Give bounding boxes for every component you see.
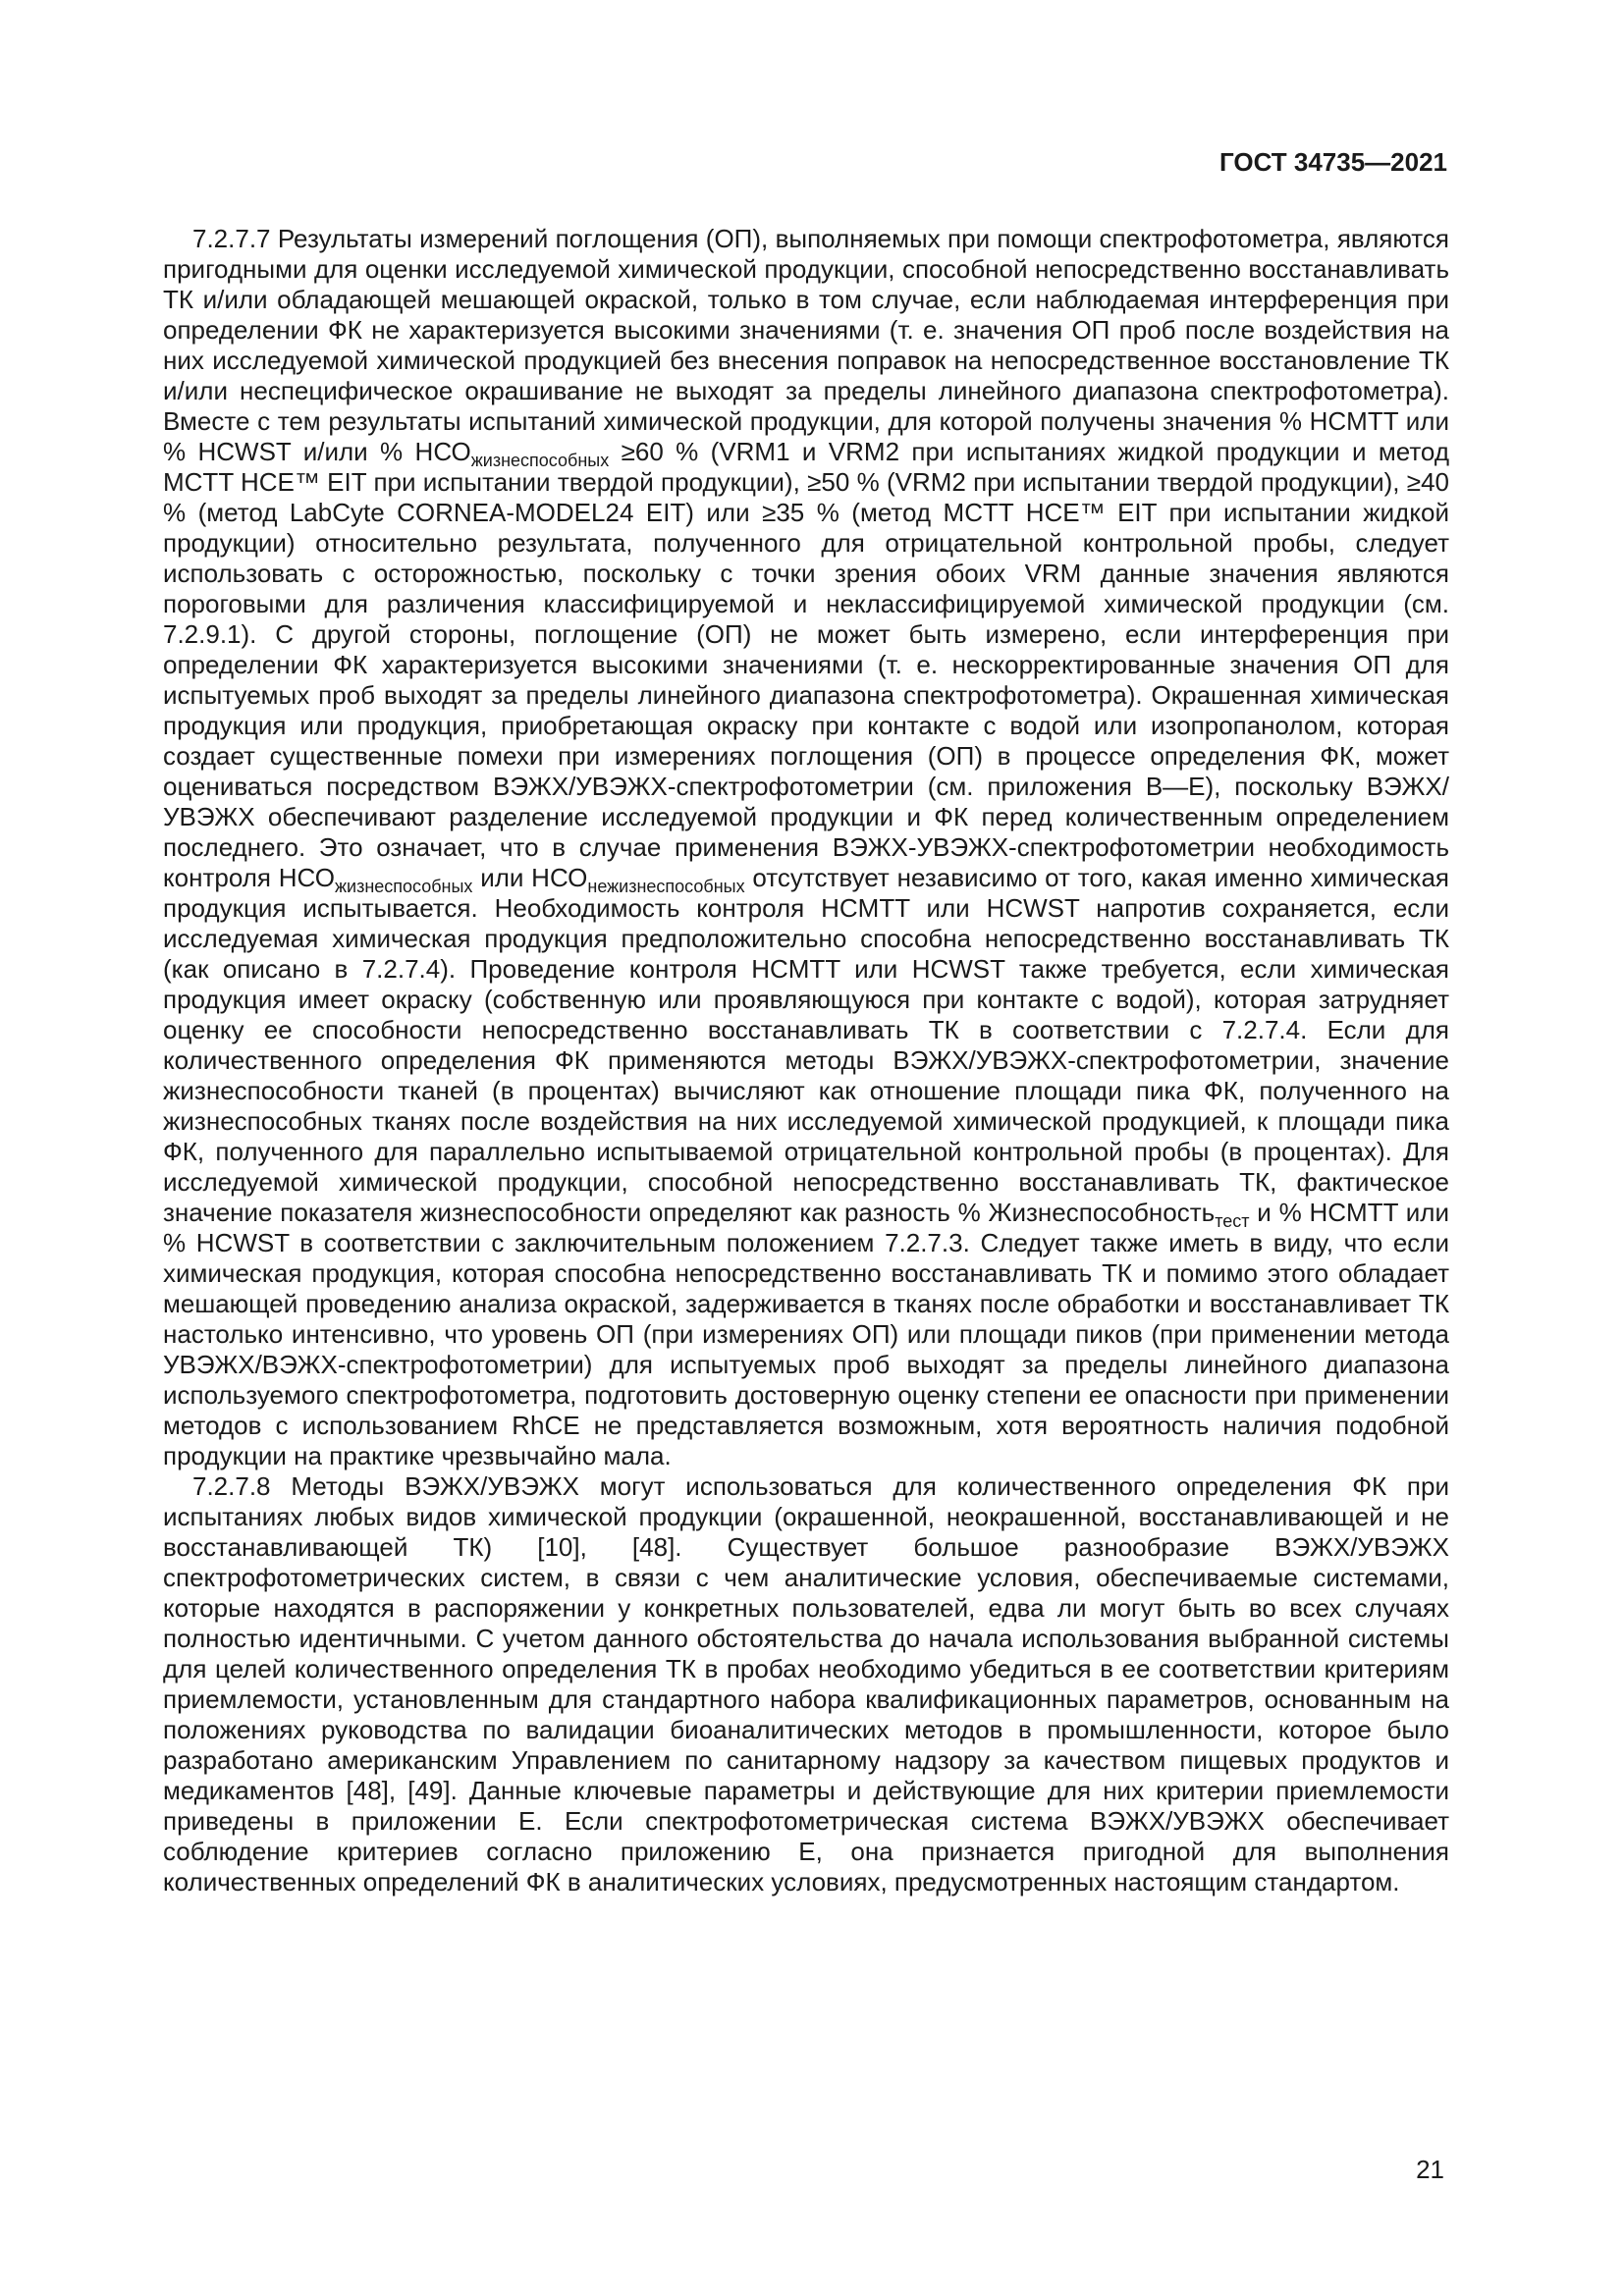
subscript-text: жизнеспособных	[334, 877, 473, 896]
subscript-text: жизнеспособных	[470, 451, 610, 470]
paragraph-7-2-7-8	[163, 1471, 1449, 1897]
paragraph-text: отсутствует независимо от того, какая именно химическая продукция испытывается. Необходимость контроля HCMTT или HCWST напротив сохраняется, если исследуемая химическая продукция предположительно способна непосредственно восстанавливать ТК (как описано в 7.2.7.4). Проведение контроля HCMTT или HCWST также требуется, если химическая продукция имеет окраску (собственную или проявляющуюся при контакте с водой), которая затрудняет оценку ее способности непосредственно восстанавливать ТК в соответствии с 7.2.7.4. Если для количественного определения ФК применяются методы ВЭЖХ/УВЭЖХ-спектрофотометрии, значение жизнеспособности тканей (в процентах) вычисляют как отношение площади пика ФК, полученного на жизнеспособных тканях после воздействия на них исследуемой химической продукцией, к площади пика ФК, полученного для параллельно испытываемой отрицательной контрольной пробы (в процентах). Для исследуемой химической продукции, способной непосредственно восстанавливать ТК, фактическое значение показателя жизнеспособности определяют как разность % Жизнеспособность	[163, 863, 1450, 1227]
paragraph-7-2-7-7	[163, 224, 1449, 1471]
paragraph-text: ≥60 % (VRM1 и VRM2 при испытаниях жидкой продукции и метод MCTT HCE™ EIT при испытании твердой продукции), ≥50 % (VRM2 при испытании твердой продукции), ≥40 % (метод LabCyte CORNEA-MODEL24 EIT) или ≥35 % (метод MCTT HCE™ EIT при испытании жидкой продукции) относительно результата, полученного для отрицательной контрольной пробы, следует использовать с осторожностью, поскольку с точки зрения обоих VRM данные значения являются пороговыми для различения классифицируемой и неклассифицируемой химической продукции (см. 7.2.9.1). С другой стороны, поглощение (ОП) не может быть измерено, если интерференция при определении ФК характеризуется высокими значениями (т. е. нескорректированные значения ОП для испытуемых проб выходят за пределы линейного диапазона спектрофотометра). Окрашенная химическая продукция или продукция, приобретающая окраску при контакте с водой или изопропанолом, которая создает существенные помехи при измерениях поглощения (ОП) в процессе определения ФК, может оцениваться посредством ВЭЖХ/УВЭЖХ-спектрофотометрии (см. приложения В—Е), поскольку ВЭЖХ/УВЭЖХ обеспечивают разделение исследуемой продукции и ФК перед количественным определением последнего. Это означает, что в случае применения ВЭЖХ-УВЭЖХ-спектрофотометрии необходимость контроля НСО	[163, 437, 1449, 892]
page-number: 21	[1416, 2155, 1444, 2184]
subscript-text: тест	[1215, 1211, 1250, 1231]
paragraph-text: 7.2.7.8 Методы ВЭЖХ/УВЭЖХ могут использоваться для количественного определения ФК при испытаниях любых видов химической продукции (окрашенной, неокрашенной, восстанавливающей и не восстанавливающей ТК) [10], [48]. Существует большое разнообразие ВЭЖХ/УВЭЖХ спектрофотометрических систем, в связи с чем аналитические условия, обеспечиваемые системами, которые находятся в распоряжении у конкретных пользователей, едва ли могут быть во всех случаях полностью идентичными. С учетом данного обстоятельства до начала использования выбранной системы для целей количественного определения ТК в пробах необходимо убедиться в ее соответствии критериям приемлемости, установленным для стандартного набора квалификационных параметров, основанным на положениях руководства по валидации биоаналитических методов в промышленности, которое было разработано американским Управлением по санитарному надзору за качеством пищевых продуктов и медикаментов [48], [49]. Данные ключевые параметры и действующие для них критерии приемлемости приведены в приложении Е. Если спектрофотометрическая система ВЭЖХ/УВЭЖХ обеспечивает соблюдение критериев согласно приложению Е, она признается пригодной для выполнения количественных определений ФК в аналитических условиях, предусмотренных настоящим стандартом.	[163, 1471, 1449, 1896]
paragraph-text: 7.2.7.7 Результаты измерений поглощения (ОП), выполняемых при помощи спектрофотометра, являются пригодными для оценки исследуемой химической продукции, способной непосредственно восстанавливать ТК и/или обладающей мешающей окраской, только в том случае, если наблюдаемая интерференция при определении ФК не характеризуется высокими значениями (т. е. значения ОП проб после воздействия на них исследуемой химической продукцией без внесения поправок на непосредственное восстановление ТК и/или неспецифическое окрашивание не выходят за пределы линейного диапазона спектрофотометра). Вместе с тем результаты испытаний химической продукции, для которой получены значения % HCMTT или % HCWST и/или % НСО	[163, 224, 1449, 466]
document-body	[163, 224, 1449, 1897]
paragraph-text: и % HCMTT или % HCWST в соответствии с заключительным положением 7.2.7.3. Следует также иметь в виду, что если химическая продукция, которая способна непосредственно восстанавливать ТК и помимо этого обладает мешающей проведению анализа окраской, задерживается в тканях после обработки и восстанавливает ТК настолько интенсивно, что уровень ОП (при измерениях ОП) или площади пиков (при применении метода УВЭЖХ/ВЭЖХ-спектрофотометрии) для испытуемых проб выходят за пределы линейного диапазона используемого спектрофотометра, подготовить достоверную оценку степени ее опасности при применении методов с использованием RhCE не представляется возможным, хотя вероятность наличия подобной продукции на практике чрезвычайно мала.	[163, 1198, 1449, 1470]
standard-designation: ГОСТ 34735—2021	[1219, 147, 1447, 177]
subscript-text: нежизнеспособных	[587, 877, 745, 896]
paragraph-text: или НСО	[472, 863, 588, 892]
